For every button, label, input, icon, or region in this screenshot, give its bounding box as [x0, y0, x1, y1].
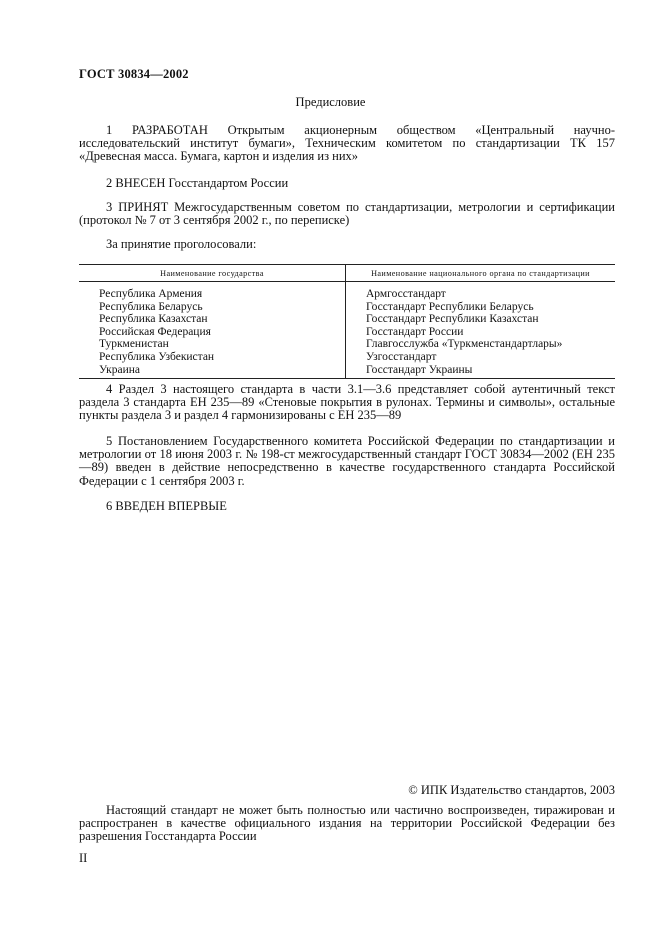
copyright-notice: © ИПК Издательство стандартов, 2003 [408, 783, 615, 797]
section-2-introduced: 2 ВНЕСЕН Госстандартом России [106, 176, 289, 190]
page-number: II [79, 851, 88, 865]
table-cell-national-body: Главгосслужба «Туркменстандартлары» [366, 338, 563, 351]
vote-intro: За принятие проголосовали: [106, 237, 257, 251]
table-cell-state: Республика Беларусь [99, 300, 203, 313]
column-header-state: Наименование государства [79, 265, 346, 282]
document-code: ГОСТ 30834—2002 [79, 67, 189, 81]
voting-table [79, 264, 615, 379]
table-header-row [79, 265, 615, 282]
table-body-row [79, 282, 615, 379]
state-list [79, 282, 346, 379]
table-cell-national-body: Госстандарт Украины [366, 363, 473, 376]
table-cell-state: Республика Узбекистан [99, 350, 215, 363]
table-cell-national-body: Армгосстандарт [366, 288, 446, 300]
section-6-first-introduced: 6 ВВЕДЕН ВПЕРВЫЕ [106, 499, 227, 513]
table-cell-state: Республика Казахстан [99, 313, 208, 326]
column-header-national-body: Наименование национального органа по стандартизации [346, 265, 616, 282]
section-4-harmonization: 4 Раздел 3 настоящего стандарта в части 3.1—3.6 представляет собой аутентичный текст раздела 3 стандарта ЕН 235—89 «Стеновые покрытия в рулонах. Термины и символы», остальные пункты раздела 3 и раздел 4 гармонизированы с ЕН 235—89 [79, 382, 615, 423]
reproduction-notice: Настоящий стандарт не может быть полностью или частично воспроизведен, тиражирован и распространен в качестве официального издания на территории Российской Федерации без разрешения Госстандарта России [79, 803, 615, 844]
table-cell-national-body: Госстандарт Республики Беларусь [366, 300, 534, 313]
section-3-adopted: 3 ПРИНЯТ Межгосударственным советом по стандартизации, метрологии и сертификации (протокол № 7 от 3 сентября 2002 г., по переписке) [79, 200, 615, 228]
table-cell-national-body: Госстандарт Республики Казахстан [366, 313, 539, 326]
table-cell-state: Туркменистан [99, 338, 169, 351]
section-1-developed: 1 РАЗРАБОТАН Открытым акционерным обществом «Центральный научно-исследовательский институт бумаги», Техническим комитетом по стандартизации ТК 157 «Древесная масса. Бумага, картон и изделия из них» [79, 123, 615, 164]
table-cell-national-body: Узгосстандарт [366, 350, 437, 363]
table-cell-state: Украина [99, 363, 140, 376]
section-5-enactment: 5 Постановлением Государственного комитета Российской Федерации по стандартизации и метрологии от 18 июня 2003 г. № 198-ст межгосударственный стандарт ГОСТ 30834—2002 (ЕН 235—89) введен в действие непосредственно в качестве государственного стандарта Российской Федерации с 1 сентября 2003 г. [79, 434, 615, 488]
preface-title: Предисловие [295, 95, 366, 109]
table-cell-national-body: Госстандарт России [366, 325, 464, 338]
table-cell-state: Российская Федерация [99, 325, 211, 338]
national-body-list [346, 282, 616, 379]
table-cell-state: Республика Армения [99, 288, 203, 300]
